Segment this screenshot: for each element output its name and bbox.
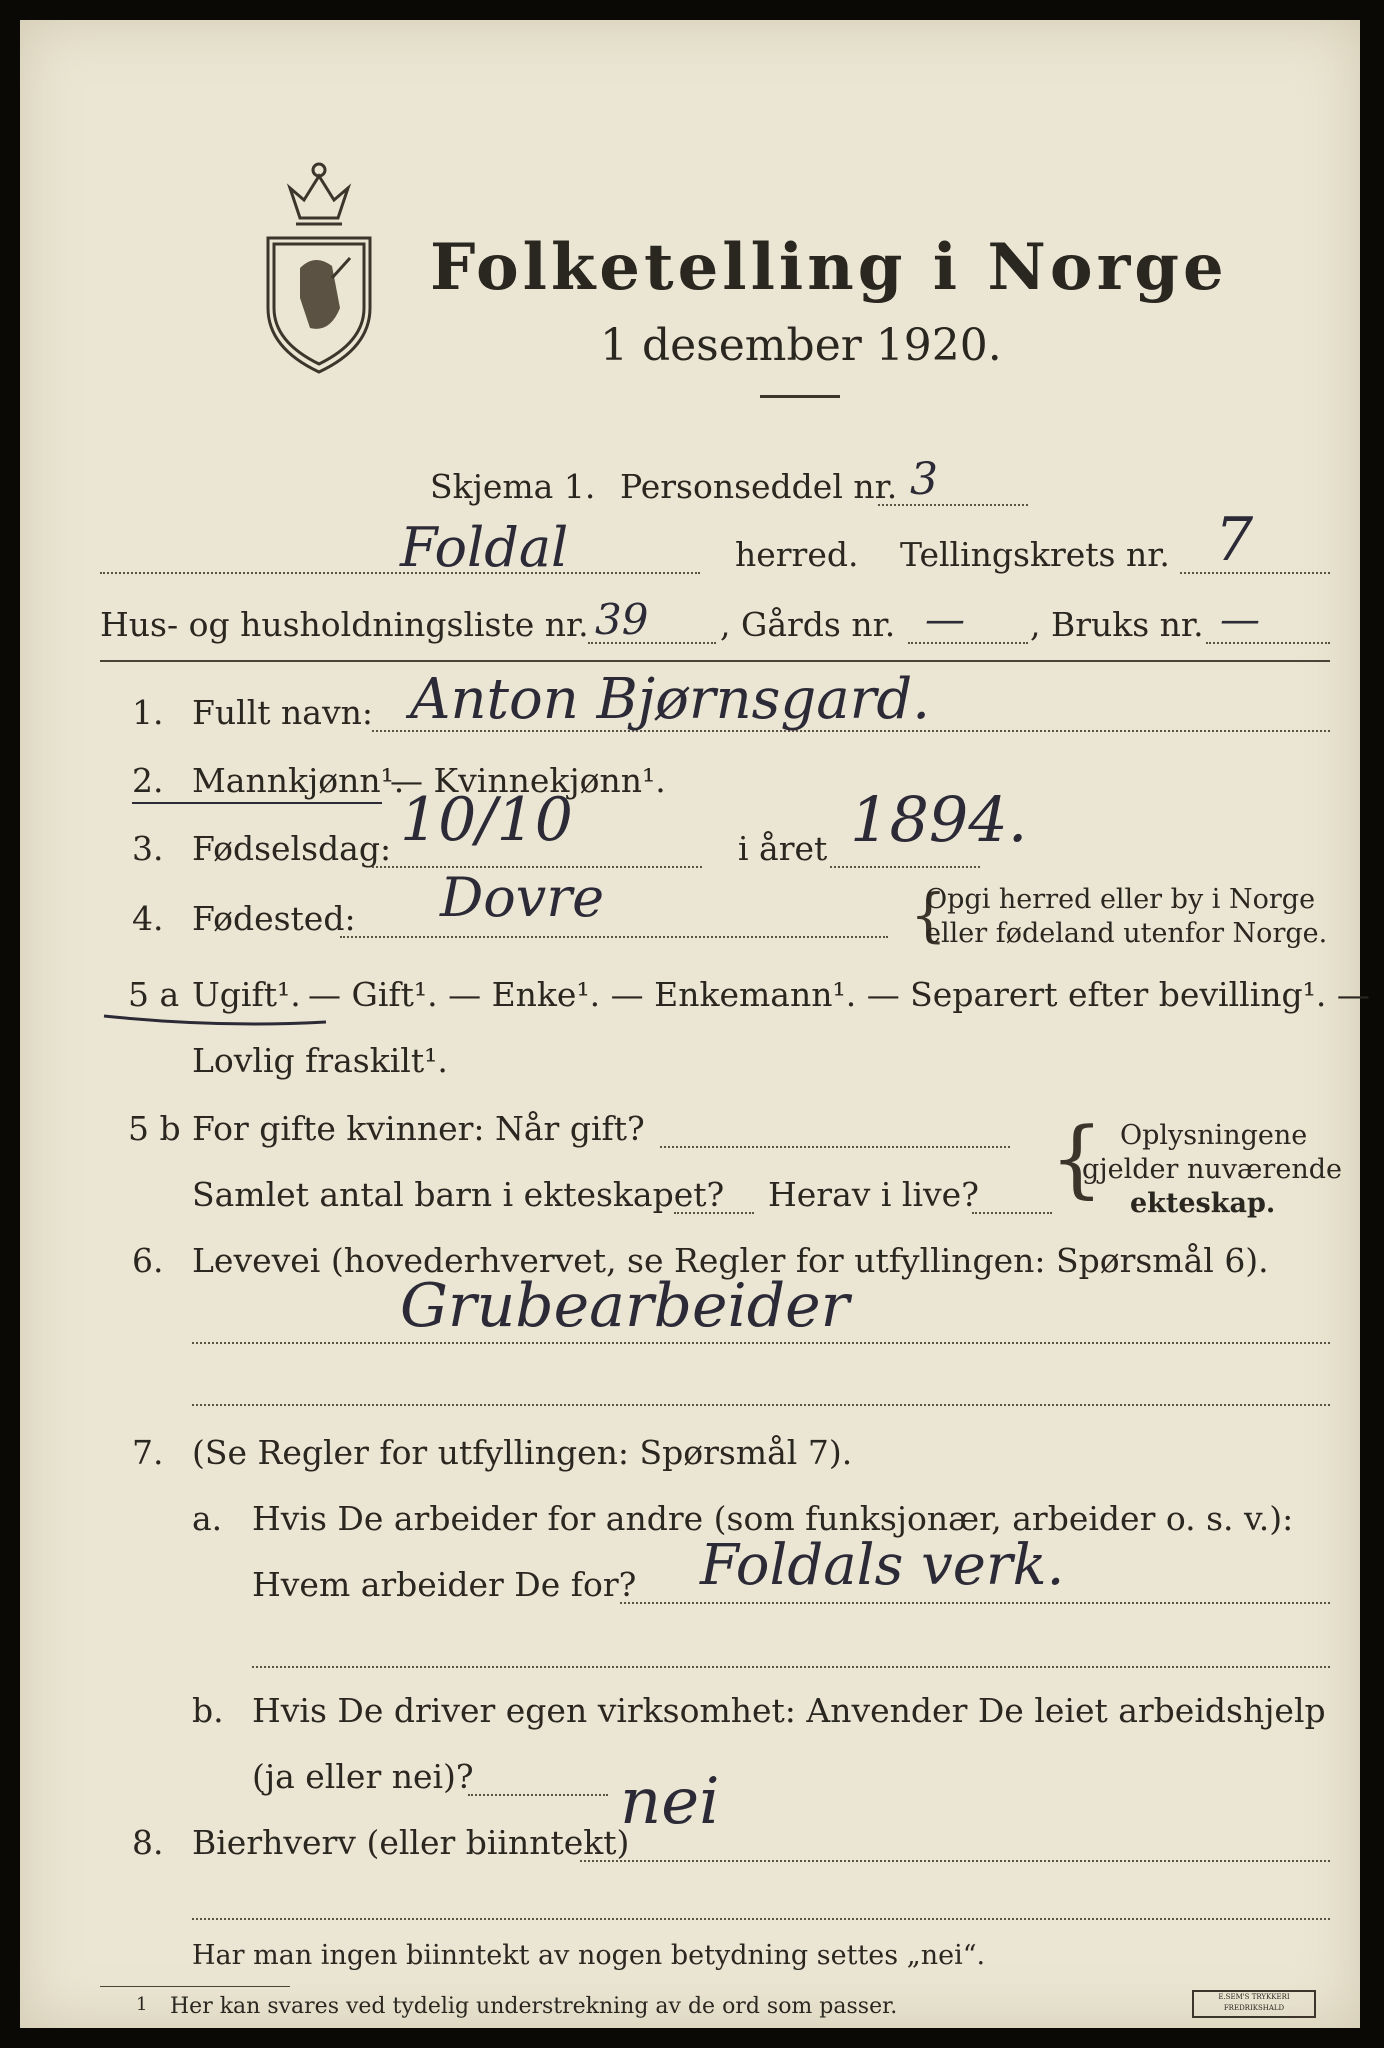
q7a-letter: a. <box>192 1499 223 1538</box>
q3-aret-label: i året <box>738 829 828 868</box>
q5a-number: 5 a <box>128 975 180 1014</box>
q4-note1: Opgi herred eller by i Norge <box>925 884 1316 915</box>
q1-label: Fullt navn: <box>192 693 373 732</box>
q6-line1 <box>192 1342 1330 1344</box>
census-form <box>20 20 1370 2028</box>
q4-line <box>340 936 888 938</box>
tellingskrets-label: Tellingskrets nr. <box>900 535 1170 574</box>
herred-value: Foldal <box>400 516 569 579</box>
section-rule <box>100 660 1330 662</box>
footnote-number: 1 <box>136 1994 148 2015</box>
q7b-question: (ja eller nei)? <box>252 1757 474 1796</box>
q7a-question: Hvem arbeider De for? <box>252 1565 637 1604</box>
q2-number: 2. <box>132 761 164 800</box>
herred-label: herred. <box>735 535 859 574</box>
gards-value: — <box>925 597 965 643</box>
q6-label: Levevei (hovederhvervet, se Regler for utfyllingen: Spørsmål 6). <box>192 1241 1269 1280</box>
q5b-note2: gjelder nuværende <box>1082 1154 1342 1185</box>
q7-label: (Se Regler for utfyllingen: Spørsmål 7). <box>192 1433 853 1472</box>
gards-label: , Gårds nr. <box>720 605 896 644</box>
q5b-label2: Samlet antal barn i ekteskapet? <box>192 1175 725 1214</box>
q8-line1 <box>580 1860 1330 1862</box>
q4-label: Fødested: <box>192 899 356 938</box>
footnote-text: Her kan svares ved tydelig understrekning av de ord som passer. <box>170 1994 898 2019</box>
q8-value: nei <box>620 1765 720 1839</box>
footnote-rule <box>100 1986 290 1987</box>
q1-value: Anton Bjørnsgard. <box>410 667 931 732</box>
q7a-text: Hvis De arbeider for andre (som funksjonær, arbeider o. s. v.): <box>252 1499 1294 1538</box>
q2-rest: — Kvinnekjønn¹. <box>390 761 666 800</box>
q4-bracket: { <box>910 881 947 949</box>
q5a-rest: — Gift¹. — Enke¹. — Enkemann¹. — Separert efter bevilling¹. — <box>308 975 1370 1014</box>
q7-number: 7. <box>132 1433 164 1472</box>
q5b-label3: Herav i live? <box>768 1175 979 1214</box>
q2-mann: Mannkjønn¹. <box>192 761 405 800</box>
q8-line2 <box>192 1918 1330 1920</box>
skjema-label: Skjema 1. <box>430 467 596 506</box>
bruks-value: — <box>1220 597 1260 643</box>
q3-value: 10/10 <box>400 785 573 855</box>
q5b-barn-line <box>674 1212 754 1214</box>
q5a-underline <box>100 1010 330 1030</box>
hus-label: Hus- og husholdningsliste nr. <box>100 605 589 644</box>
q8-label: Bierhverv (eller biinntekt) <box>192 1823 630 1862</box>
q4-note2: eller fødeland utenfor Norge. <box>925 918 1328 949</box>
footer-note: Har man ingen biinntekt av nogen betydning settes „nei“. <box>192 1940 986 1971</box>
tellingskrets-value: 7 <box>1215 505 1254 575</box>
q7b-line <box>468 1794 608 1796</box>
q8-number: 8. <box>132 1823 164 1862</box>
q6-value: Grubearbeider <box>400 1271 850 1341</box>
form-date: 1 desember 1920. <box>600 320 1002 371</box>
q6-number: 6. <box>132 1241 164 1280</box>
q3-aret-value: 1894. <box>850 783 1028 856</box>
q4-value: Dovre <box>440 866 605 929</box>
q7a-value: Foldals verk. <box>700 1533 1065 1598</box>
q5b-number: 5 b <box>128 1109 181 1148</box>
q7a-line1 <box>620 1602 1330 1604</box>
title-rule <box>760 395 840 398</box>
q4-number: 4. <box>132 899 164 938</box>
q5a-ugift: Ugift¹. <box>192 975 301 1014</box>
personseddel-value: 3 <box>910 454 938 505</box>
form-title: Folketelling i Norge <box>430 230 1228 305</box>
q5b-bracket: { <box>1050 1109 1104 1207</box>
q5b-gift-line <box>660 1146 1010 1148</box>
q7a-line2 <box>252 1666 1330 1668</box>
q3-label: Fødselsdag: <box>192 829 392 868</box>
personseddel-label: Personseddel nr. <box>620 467 898 506</box>
q5b-note1: Oplysningene <box>1120 1120 1308 1151</box>
q5b-live-line <box>972 1212 1052 1214</box>
printer-stamp-line2: FREDRIKSHALD <box>1223 2004 1285 2012</box>
q6-line2 <box>192 1404 1330 1406</box>
hus-value: 39 <box>595 595 649 644</box>
q2-underline <box>132 802 382 804</box>
personseddel-line <box>878 504 1028 506</box>
q3-number: 3. <box>132 829 164 868</box>
coat-of-arms-icon <box>260 158 378 378</box>
q5b-note3: ekteskap. <box>1130 1188 1276 1219</box>
printer-stamp-line1: E.SEM'S TRYKKERI <box>1218 1993 1290 2001</box>
printer-stamp <box>1192 1990 1316 2018</box>
bruks-label: , Bruks nr. <box>1030 605 1204 644</box>
tellingskrets-line <box>1180 572 1330 574</box>
q7b-letter: b. <box>192 1691 224 1730</box>
q1-number: 1. <box>132 693 164 732</box>
q7b-text: Hvis De driver egen virksomhet: Anvender De leiet arbeidshjelp <box>252 1691 1326 1730</box>
q3-aret-line <box>830 866 980 868</box>
q5a-line2: Lovlig fraskilt¹. <box>192 1041 448 1080</box>
q5b-label1: For gifte kvinner: Når gift? <box>192 1109 645 1148</box>
